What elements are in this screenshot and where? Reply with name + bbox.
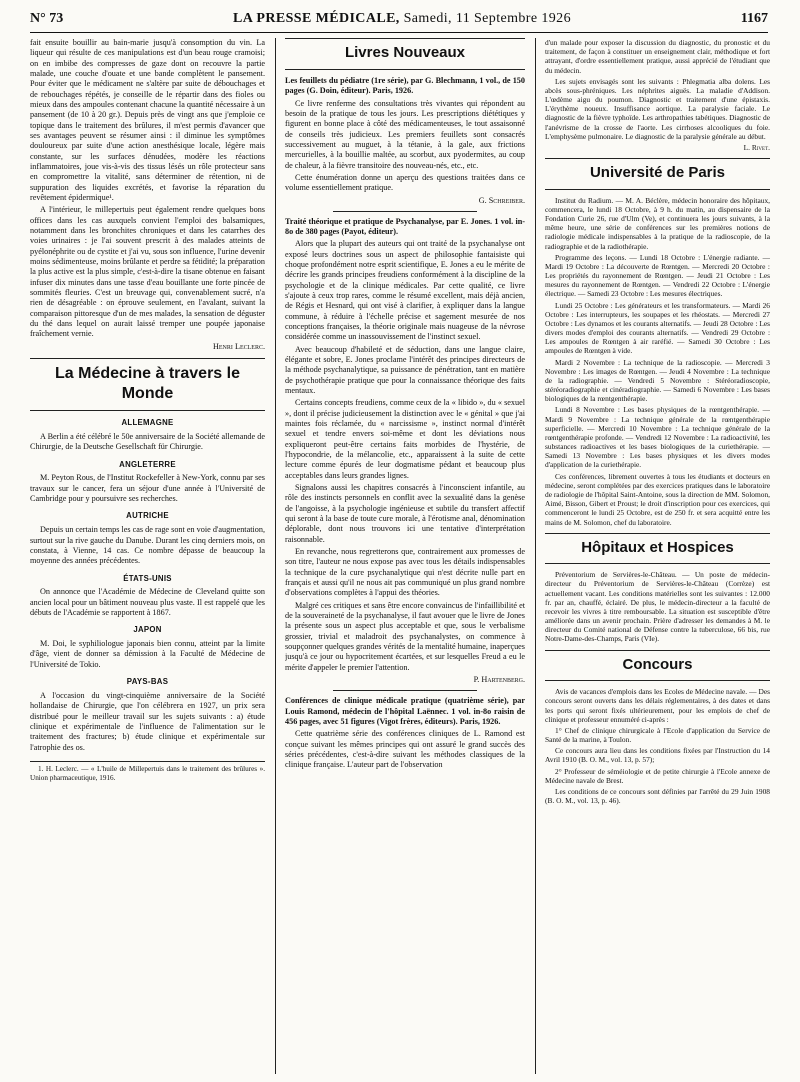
announcement-paragraph: Lundi 8 Novembre : Les bases physiques de la rœntgenthérapie. — Mardi 9 Novembre : La technique générale de la rœntgenthérapie superficielle. — Mercredi 10 Novembre : La technique générale de la rœntgenthérapie profonde. — Vendredi 12 Novembre : La radioactivité, les substances radioactives et les bases biologiques de la curiethérapie. — Samedi 13 Novembre : Les bases physiques et les divers modes d'application de la curiethérapie.: [545, 405, 770, 470]
review-paragraph: Avec beaucoup d'habileté et de séduction, dans une langue claire, élégante et sobre, E. Jones proclame l'intérêt des principes directeurs de la méthode psychanalytique, sa puissance de pénétration, tant en matière de psychothérapie pratique que pour la connaissance théorique des faits mentaux.: [285, 344, 525, 396]
country-heading: ALLEMAGNE: [121, 418, 174, 428]
column-right: [545, 38, 770, 1076]
section-title-concours: Concours: [545, 650, 770, 682]
news-item: M. Peyton Rous, de l'Institut Rockefeller à New-York, connu par ses travaux sur le cancer, fera un séjour d'une année à l'Université de Cambridge pour y poursuivre ses recherches.: [30, 473, 265, 504]
issue-number: N° 73: [30, 11, 64, 26]
page-header: [30, 6, 768, 33]
announcement-paragraph: Ce concours aura lieu dans les conditions fixées par l'Instruction du 14 Avril 1910 (B. O. M., vol. 13, p. 57);: [545, 746, 770, 765]
announcement-paragraph: Préventorium de Servières-le-Château. — Un poste de médecin-directeur du Préventorium de Servières-le-Château (Corrèze) est actuellement vacant. Les conditions matérielles sont les suivantes : 12.000 fr. par an, chauffé, éclairé. De plus, le médecin-directeur a la faculté de recevoir les vivres à titre remboursable. La situation est susceptible d'être améliorée dans un avenir prochain. Prière d'adresser les demandes à M. le directeur du Comité national de Défense contre la tuberculose, 66 bis, rue Notre-Dame-des-Champs, Paris (VIe).: [545, 570, 770, 644]
review-paragraph: Ce livre renferme des consultations très vivantes qui répondent au besoin de la pratique de tous les jours. Les prescriptions diététiques y figurent en bonne place à côté des médicamenteuses, le tout assaisonné de conseils très judicieux. Les premiers feuillets sont consacrés successivement au muguet, à la tétanie, à la gale, aux frictions mercurielles, à la bouillie maltée, au scorbut, aux pyodermites, au coup de chaleur, à la fièvre transitoire des nouveau-nés, etc., etc.: [285, 98, 525, 170]
section-title-universite: Université de Paris: [545, 158, 770, 190]
book-review-title: Conférences de clinique médicale pratique (quatrième série), par Louis Ramond, médecin de l'hôpital Laënnec. 1 vol. in-8o raisin de 456 pages, avec 51 figures (Vigot frères, éditeurs). Paris, 1926.: [285, 696, 525, 726]
country-heading: AUTRICHE: [126, 511, 169, 521]
column-rule: [275, 38, 276, 1074]
announcement-paragraph: Programme des leçons. — Lundi 18 Octobre : L'énergie radiante. — Mardi 19 Octobre : La découverte de Rœntgen. — Mercredi 20 Octobre : Les propriétés du rayonnement de Rœntgen. — Jeudi 21 Octobre : Les mesures du rayonnement de Rœntgen. — Vendredi 22 Octobre : L'énergie électrique. — Samedi 23 Octobre : Les mesures électriques.: [545, 252, 770, 299]
review-paragraph: Cette énumération donne un aperçu des questions traitées dans ce volume essentiellement pratique.: [285, 172, 525, 193]
reviewer-signature: G. Schreiber.: [478, 195, 525, 205]
announcement-paragraph: Avis de vacances d'emplois dans les Ecoles de Médecine navale. — Des concours seront ouverts dans les délais réglementaires, à des dates et dans les ports qui seront fixés ultérieurement, pour les emplois de chef de clinique et professeur ennuméré ci-après :: [545, 687, 770, 724]
author-signature: Henri Leclerc.: [212, 341, 265, 351]
masthead: [233, 11, 571, 27]
column-middle: [285, 38, 525, 1076]
review-paragraph: Malgré ces critiques et sans être encore convaincus de l'infaillibilité et de la souveraineté de la psychanalyse, il faut avouer que le livre de Jones la présente sous un aspect plus acceptable et que, sous le verbalisme grossier, trivial et maladroit des psychanalystes, on commence à soupçonner quelques grandes vérités de la mentalité humaine, inaperçues jusqu'à ce jour ou hypocritement écartées, et sur lesquelles Freud a eu le mérite d'appeler le premier l'attention.: [285, 600, 525, 672]
country-heading: PAYS-BAS: [126, 677, 169, 687]
review-paragraph: En revanche, nous regretterons que, contrairement aux promesses de son titre, l'auteur ne nous expose pas avec tous les détails indispensables la technique de la cure psychanalytique qui n'est décrite nulle part en français et aussi qu'il ne nous ait pas communiqué un plus grand nombre d'observations complètes à l'appui des théories.: [285, 547, 525, 598]
country-heading: ANGLETERRE: [119, 459, 176, 469]
announcement-paragraph: Les conditions de ce concours sont définies par l'arrêté du 29 Juin 1908 (B. O. M., vol. 13, p. 46).: [545, 786, 770, 806]
reviewer-signature: P. Hartenberg.: [473, 674, 525, 684]
section-title-hopitaux: Hôpitaux et Hospices: [545, 533, 770, 565]
review-paragraph: Les sujets envisagés sont les suivants : Phlegmatia alba dolens. Les abcès sous-phréniques. Les néphrites aiguës. La maladie d'Addison. L'œdème aigu du poumon. Diagnostic et traitement d'une épistaxis. L'érythème noueux. Insuffisance aortique. La paralysie faciale. Le diagnostic de la fièvre typhoïde. Les arthropathies tabétiques. Diagnostic de l'anévrisme de la crosse de l'aorte. Les cirrhoses alcooliques du foie. L'emphysème pulmonaire. Le diagnostic de la paralysie générale au début.: [545, 76, 770, 141]
book-review-title: Traité théorique et pratique de Psychanalyse, par E. Jones. 1 vol. in-8o de 380 pages (Payot, éditeur).: [285, 216, 525, 237]
news-item: A l'occasion du vingt-cinquième anniversaire de la Société hollandaise de Chirurgie, que l'on célébrera en 1927, un prix sera distribué pour le meilleur travail sur les sujets suivants : a) étude clinique et expérimentale de l'influence de l'alimentation sur le traitement des fractures; b) étude clinique et expérimentale sur l'atrophie des os.: [30, 690, 265, 752]
review-paragraph: Alors que la plupart des auteurs qui ont traité de la psychanalyse ont exposé leurs doctrines sous un aspect de philosophie fantaisiste qui choque profondément notre esprit scientifique, E. Jones a eu le mérite de décrire les grands principes freudiens conformément à la discipline de la psychologie et de la clinique médicales. Par cette qualité, ce livre s'ajoute à ceux trop rares, comme le résumé excellent, mais déjà ancien, de Régis et Hesnard, qui ont visé à clarifier, à expliquer dans la langue commune, à réduire à l'échelle précise et sagement mesurée de nos conceptions françaises, la théorie originale mais nuageuse de la névrose considérée comme un inassouvissement de l'instinct sexuel.: [285, 239, 525, 342]
column-left: [30, 38, 265, 1076]
news-item: A Berlin a été célébré le 50e anniversaire de la Société allemande de Chirurgie, de la Deutsche Gesellschaft für Chirurgie.: [30, 431, 265, 452]
announcement-paragraph: Mardi 2 Novembre : La technique de la radioscopie. — Mercredi 3 Novembre : Les images de Rœntgen. — Jeudi 4 Novembre : La technique de la radiographie. — Vendredi 5 Novembre : Stéréoradioscopie, stéréoradiographie et cinéradiographie. — Samedi 6 Novembre : Les bases biologiques de la rœntgenthérapie.: [545, 357, 770, 404]
section-title-medecine-monde: La Médecine à travers le Monde: [30, 358, 265, 411]
footnote: 1. H. Leclerc. — « L'huile de Millepertuis dans le traitement des brûlures ». Union pharmaceutique, 1916.: [30, 761, 265, 783]
announcement-paragraph: 2° Professeur de séméiologie et de petite chirurgie à l'Ecole annexe de Médecine navale de Brest.: [545, 766, 770, 785]
news-item: Depuis un certain temps les cas de rage sont en voie d'augmentation, surtout sur la rive gauche du Danube. Durant les cinq derniers mois, on constata, à Vienne, 14 cas. Ce nombre dépasse de beaucoup la moyenne des années précédentes.: [30, 525, 265, 566]
section-title-livres-nouveaux: Livres Nouveaux: [285, 38, 525, 70]
article-paragraph: A l'intérieur, le millepertuis peut également rendre quelques bons offices dans les cas auxquels convient l'emploi des balsamiques, notamment dans les bronchites chroniques et dans les catarrhes des voies urinaires : je l'ai souvent prescrit à des malades atteints de pyélonéphrite ou de cystite et j'ai vu, sous son influence, l'urine devenir moins sédimenteuse, moins brûlante et perdre sa fétidité; la préparation la plus active est la plus simple, c'est-à-dire la tisane obtenue en faisant infuser dix minutes dans une tasse d'eau bouillante une forte pincée de sommités fleuries. C'est un breuvage qui, convenablement sucré, n'a rien de désagréable : on éprouve seulement, en l'avalant, suivant la comparaison pittoresque d'un de mes malades, la sensation de déguster du thé dans lequel on aurait laissé tremper une poupée japonaise fraîchement vernie.: [30, 205, 265, 339]
article-paragraph: fait ensuite bouillir au bain-marie jusqu'à consomption du vin. La liqueur qui résulte de ces manipulations est d'un beau rouge cramoisi; on en imbibe des compresses de gaze dont on recouvre la partie malade, une couche d'ouate et une bande complètent le pansement. Pour éviter que le médicament ne s'altère par suite de débouchages et de rebouchages répétés, je conseille de le répartir dans des fioles ou mieux dans des ampoules contenant chacune la quantité nécessaire à un pansement (de 10 à 20 gr.). Depuis près de vingt ans que j'emploie ce topique dans le traitement des brûlures, il m'est permis d'avancer que ses avantages peuvent se résumer ainsi : il diminue les symptômes douloureux par suite d'une action anesthésique locale, légère mais constante, sur les surfaces dénudées, modère les réactions inflammatoires, joue vis-à-vis des tissus lésés un rôle protecteur sans en compromettre la vitalité, sans déterminer de rétention, ni de suppuration des liquides excrétés, et favorise la réparation du revêtement épidermique¹.: [30, 38, 265, 202]
book-review-title: Les feuillets du pédiatre (1re série), par G. Blechmann, 1 vol., de 150 pages (G. Doin, éditeur). Paris, 1926.: [285, 75, 525, 96]
news-item: On annonce que l'Académie de Médecine de Cleveland quitte son ancien local pour un bâtiment nouveau plus vaste. Il est rappelé que les débuts de l'Académie se rapportent à 1867.: [30, 587, 265, 618]
column-rule: [535, 38, 536, 1074]
announcement-paragraph: 1° Chef de clinique chirurgicale à l'Ecole d'application du Service de Santé de la marine, à Toulon.: [545, 725, 770, 745]
divider: [333, 690, 477, 691]
review-paragraph: Signalons aussi les chapitres consacrés à l'inconscient infantile, au rôle des instincts personnels en conflit avec la sexualité dans la genèse de l'angoisse, à la psychologie ingénieuse et subtile du transfert affectif qui seront à la base de toute cure morale, à l'érotisme anal, dénomination déplorable, dont nous trouvons ici une tentative d'interprétation raisonnable.: [285, 483, 525, 544]
page-number: 1167: [740, 11, 768, 26]
journal-name: LA PRESSE MÉDICALE,: [233, 11, 400, 26]
announcement-paragraph: Lundi 25 Octobre : Les générateurs et les transformateurs. — Mardi 26 Octobre : Les interrupteurs, les soupapes et les rhéostats. — Mercredi 27 Octobre : Les dynamos et les courants alternatifs. — Jeudi 28 Octobre : Les divers modes d'emploi des courants alternatifs. — Vendredi 29 Octobre : Les ampoules de Rœntgen à air raréfié. — Samedi 30 Octobre : Les ampoules de Rœntgen à vide.: [545, 300, 770, 356]
news-item: M. Doi, le syphiliologue japonais bien connu, atteint par la limite d'âge, vient de donner sa démission à la Faculté de Médecine de l'Université de Tokio.: [30, 639, 265, 669]
announcement-paragraph: Ces conférences, librement ouvertes à tous les étudiants et docteurs en médecine, seront complétées par des exercices pratiques dans le laboratoire de radiologie de l'hôpital Saint-Antoine, sous la direction de MM. Solomon, Aimé, Bisson, Gibert et Proust; le droit d'inscription pour ces exercices, qui commenceront le lundi 25 Octobre, est de 250 fr. et sera acquitté entre les mains de M. Solomon, chef du laboratoire.: [545, 471, 770, 527]
review-paragraph: Cette quatrième série des conférences cliniques de L. Ramond est conçue suivant les mêmes principes qui ont assuré le grand succès des séries précédentes, c'est-à-dire suivant les méthodes classiques de la clinique française. L'auteur part de l'observation: [285, 729, 525, 770]
country-heading: ÉTATS-UNIS: [123, 573, 172, 583]
reviewer-signature: L. Rivet.: [743, 142, 770, 152]
divider: [333, 211, 477, 212]
issue-date: Samedi, 11 Septembre 1926: [403, 11, 571, 26]
review-paragraph: d'un malade pour exposer la discussion du diagnostic, du pronostic et du traitement, de façon à constituer un enseignement clair, méthodique et fort attrayant, d'ordre essentiellement pratique, aussi apprécié de l'étudiant que du médecin.: [545, 38, 770, 75]
review-paragraph: Certains concepts freudiens, comme ceux de la « libido », du « sexuel », dont il précise judicieusement la distinction avec le « génital » que j'ai maintes fois réclamée, du « narcissisme », instinct normal d'intérêt sexuel et tendre envers soi-même et dont les déviations nous expliqueront peut-être certains faits morbides de l'hystérie, de l'hypocondrie, de la mélancolie, etc., apparaissent à la suite de cette lecture comme épurés de leur dogmatisme pédant et beaucoup plus acceptables dans leurs grandes lignes.: [285, 398, 525, 480]
country-heading: JAPON: [133, 625, 162, 635]
announcement-paragraph: Institut du Radium. — M. A. Béclère, médecin honoraire des hôpitaux, commencera, le lundi 18 Octobre, à 9 h. du matin, au dispensaire de la Fondation Curie 26, rue d'Ulm (Ve), et continuera les jours suivants, à la même heure, une série de conférences sur les premières notions de radiologie médicale indispensables à la pratique de la radioscopie, de la radiographie et de la radiothérapie.: [545, 195, 770, 251]
